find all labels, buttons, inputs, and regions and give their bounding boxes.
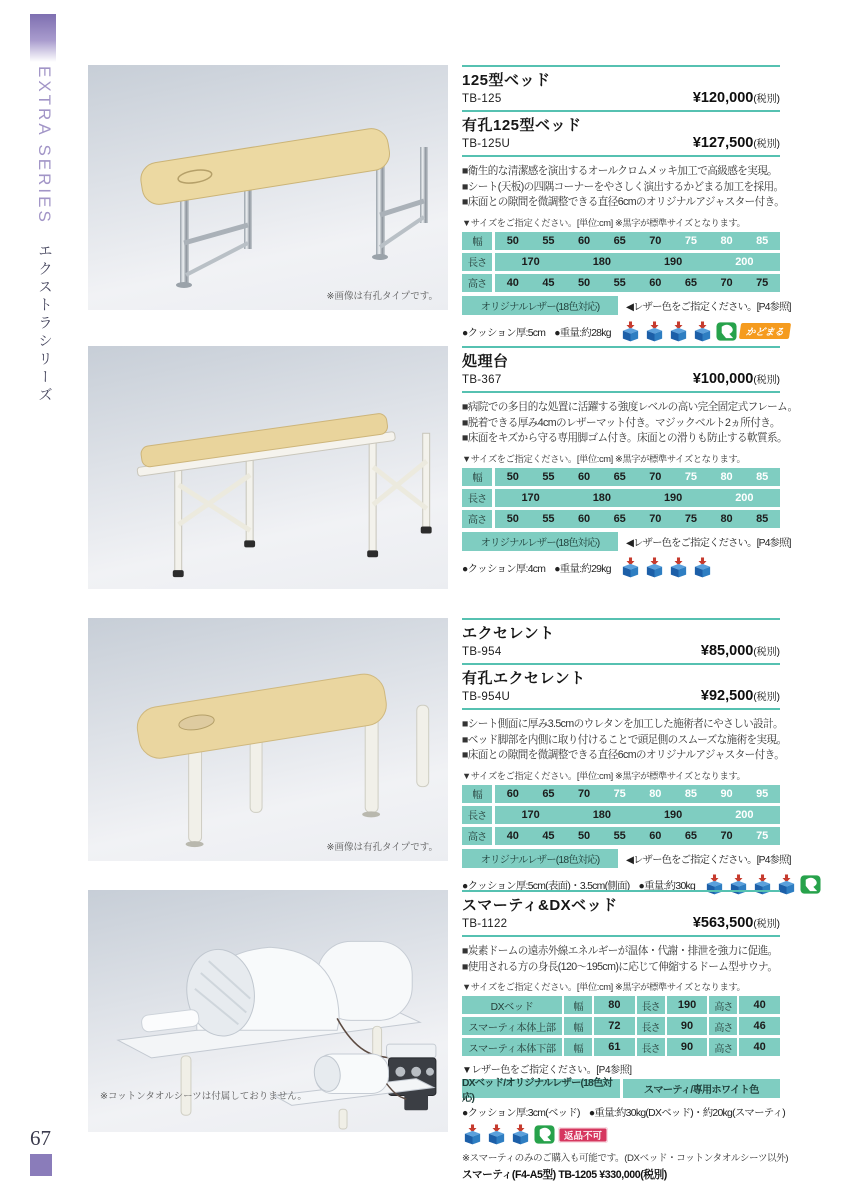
product-info [462, 65, 791, 342]
size-note: ▼サイズをご指定ください。[単位:cm] ※黒字が標準サイズとなります。 [462, 770, 746, 781]
size-row-values [495, 468, 780, 486]
size-cell: 50 [577, 276, 591, 289]
product-info [462, 346, 798, 589]
cube-mark-icon [644, 557, 665, 578]
size-table [462, 996, 780, 1056]
product-header [462, 618, 780, 665]
spec-dim-label: 高さ [709, 1038, 737, 1056]
size-cell: 180 [592, 491, 612, 504]
size-table-row [462, 489, 780, 507]
color-option-bar: スマーティ/専用ホワイト色 [623, 1079, 781, 1098]
size-row-values [495, 785, 780, 803]
spec-table-row [462, 1017, 780, 1035]
spec-item: ●クッション厚:5cm(表面)・3.5cm(側面) [462, 880, 630, 892]
size-cell: 65 [684, 829, 698, 842]
product-section [88, 890, 789, 1182]
size-cell: 85 [756, 470, 769, 483]
size-row-values [495, 489, 780, 507]
feature-bullet: ■床面との隙間を微調整できる直径6cmのオリジナルアジャスター付き。 [462, 749, 785, 762]
size-cell: 55 [542, 470, 555, 483]
feature-bullet: ■シート側面に厚み3.5cmのウレタンを加工した施術者にやさしい設計。 [462, 718, 784, 730]
cube-mark-icon [510, 1124, 531, 1145]
product-name: エクセレント [462, 625, 555, 642]
spec-item: ●重量:約28kg [554, 327, 611, 339]
product-header [462, 890, 780, 937]
feature-bullets [462, 164, 785, 211]
size-table-row [462, 827, 780, 845]
color-option-bars [462, 1077, 780, 1104]
size-cell: 85 [756, 234, 769, 247]
size-cell: 65 [684, 276, 698, 289]
size-cell: 95 [756, 787, 769, 800]
product-header [462, 112, 780, 157]
size-table-row [462, 253, 780, 271]
size-cell: 200 [735, 808, 754, 821]
leather-row [462, 296, 791, 315]
green-mark-icon [800, 874, 821, 895]
leather-row [462, 849, 791, 868]
size-cell: 85 [756, 512, 769, 525]
size-cell: 40 [506, 276, 519, 289]
model-price-row [462, 135, 780, 151]
size-row-values [495, 510, 780, 528]
product-model: TB-125 [462, 93, 502, 105]
spec-table-row [462, 1038, 780, 1056]
series-title-ja: エクストラシリーズ [36, 242, 52, 405]
product-model: TB-954 [462, 646, 502, 658]
size-note: ▼サイズをご指定ください。[単位:cm] ※黒字が標準サイズとなります。 [462, 982, 746, 993]
size-cell: 90 [720, 787, 733, 800]
spec-item: ●重量:約30kg [638, 880, 696, 892]
spec-row-label: スマーティ本体上部 [462, 1017, 562, 1035]
model-price-row [462, 371, 780, 387]
size-cell: 85 [684, 787, 698, 800]
feature-bullet: ■使用される方の身長(120〜195cm)に応じて伸縮するドーム型サウナ。 [462, 960, 778, 973]
footnote: ※スマーティのみのご購入も可能です。(DXベッド・コットンタオルシーツ以外) [462, 1153, 789, 1165]
cube-mark-icon [692, 557, 713, 578]
spec-item: ●クッション厚:4cm [462, 563, 546, 575]
leather-color-bar: オリジナルレザー(18色対応) [462, 532, 618, 551]
size-cell: 45 [542, 829, 555, 842]
feature-bullet: ■床面をキズから守る専用脚ゴム付き。床面との滑りも防止する軟質系。 [462, 432, 787, 445]
size-cell: 200 [735, 491, 754, 504]
leather-color-bar: オリジナルレザー(18色対応) [462, 296, 618, 315]
spec-line [462, 557, 780, 578]
feature-bullet: ■病院での多目的な処置に活躍する強度レベルの高い完全固定式フレーム。 [462, 401, 798, 413]
product-info [462, 618, 791, 895]
spec-line [462, 321, 785, 342]
feature-bullet: ■シート(天板)の四隅コーナーをやさしく演出するかどまる加工を採用。 [462, 180, 784, 193]
size-row-label: 幅 [462, 232, 492, 250]
size-cell: 80 [720, 470, 733, 483]
size-row-label: 高さ [462, 274, 492, 292]
size-table-row [462, 274, 780, 292]
size-table-row [462, 468, 780, 486]
product-name: 有孔125型ベッド [462, 117, 582, 134]
spec-item: ●クッション厚:5cm [462, 327, 546, 339]
product-photo [88, 890, 448, 1132]
product-photo [88, 65, 448, 310]
size-cell: 75 [756, 829, 769, 842]
size-row-values [495, 253, 780, 271]
size-cell: 50 [506, 234, 519, 247]
cube-mark-icon [620, 321, 641, 342]
product-name: 有孔エクセレント [462, 670, 586, 687]
leather-note: ◀レザー色をご指定ください。[P4参照] [626, 537, 791, 549]
spec-line [462, 1104, 786, 1120]
product-header [462, 65, 780, 112]
green-mark-icon [534, 1124, 555, 1145]
size-cell: 65 [613, 234, 626, 247]
model-price-row [462, 90, 780, 106]
size-cell: 80 [720, 512, 733, 525]
size-cell: 75 [684, 234, 698, 247]
size-cell: 70 [649, 234, 662, 247]
size-row-label: 長さ [462, 806, 492, 824]
size-row-values [495, 806, 780, 824]
size-cell: 60 [649, 276, 662, 289]
feature-icons [462, 1124, 780, 1145]
size-row-label: 幅 [462, 468, 492, 486]
spec-dim-value: 90 [667, 1038, 708, 1056]
spec-dim-label: 長さ [637, 996, 665, 1014]
size-cell: 55 [613, 829, 626, 842]
size-cell: 65 [542, 787, 555, 800]
size-row-label: 長さ [462, 253, 492, 271]
feature-bullet: ■炭素ドームの遠赤外線エネルギーが温体・代謝・排泄を強力に促進。 [462, 945, 778, 957]
size-cell: 60 [577, 512, 591, 525]
tax-note: (税別) [753, 94, 780, 105]
size-cell: 180 [592, 808, 612, 821]
table-illustration [88, 346, 448, 589]
cube-mark-icon [644, 321, 665, 342]
tax-note: (税別) [753, 139, 780, 150]
size-cell: 50 [506, 470, 519, 483]
size-cell: 190 [663, 808, 683, 821]
size-cell: 40 [506, 829, 519, 842]
spec-dim-value: 40 [739, 1038, 780, 1056]
size-cell: 180 [592, 255, 612, 268]
size-row-label: 長さ [462, 489, 492, 507]
size-cell: 60 [577, 234, 591, 247]
product-name: 処理台 [462, 353, 509, 370]
size-cell: 55 [542, 234, 555, 247]
size-cell: 80 [649, 787, 662, 800]
product-price: ¥563,500(税別) [692, 915, 780, 931]
product-price: ¥85,000(税別) [700, 643, 780, 659]
spec-item: ●重量:約29kg [554, 563, 611, 575]
product-header [462, 346, 780, 393]
size-cell: 70 [577, 787, 591, 800]
size-row-values [495, 232, 780, 250]
size-cell: 75 [684, 512, 698, 525]
feature-bullets [462, 400, 798, 447]
spec-dim-label: 幅 [564, 1038, 592, 1056]
size-cell: 190 [663, 491, 683, 504]
size-row-values [495, 274, 780, 292]
photo-caption: ※コットンタオルシーツは付属しておりません。 [100, 1091, 307, 1102]
cube-mark-icon [668, 321, 689, 342]
spec-dim-value: 46 [739, 1017, 780, 1035]
size-cell: 60 [506, 787, 519, 800]
size-cell: 70 [720, 829, 733, 842]
product-model: TB-367 [462, 374, 502, 386]
size-cell: 75 [684, 470, 698, 483]
spec-dim-value: 72 [594, 1017, 635, 1035]
page-number-marker [30, 1154, 52, 1176]
size-cell: 60 [649, 829, 662, 842]
spec-table-row [462, 996, 780, 1014]
size-table-row [462, 806, 780, 824]
product-name: スマーティ&DXベッド [462, 897, 618, 914]
size-table-row [462, 232, 780, 250]
cube-mark-icon [692, 321, 713, 342]
size-cell: 75 [613, 787, 626, 800]
size-row-values [495, 827, 780, 845]
leather-color-bar: オリジナルレザー(18色対応) [462, 849, 618, 868]
size-row-label: 高さ [462, 827, 492, 845]
product-price: ¥120,000(税別) [692, 90, 780, 106]
spec-row-label: スマーティ本体下部 [462, 1038, 562, 1056]
spec-dim-label: 幅 [564, 996, 592, 1014]
size-row-label: 高さ [462, 510, 492, 528]
spec-dim-label: 高さ [709, 1017, 737, 1035]
size-note: ▼サイズをご指定ください。[単位:cm] ※黒字が標準サイズとなります。 [462, 453, 746, 464]
spec-dim-value: 90 [667, 1017, 708, 1035]
size-cell: 170 [521, 255, 540, 268]
feature-bullet: ■衛生的な清潔感を演出するオールクロムメッキ加工で高級感を実現。 [462, 165, 778, 177]
size-cell: 55 [613, 276, 626, 289]
product-model: TB-125U [462, 138, 511, 150]
product-header [462, 665, 780, 710]
tax-note: (税別) [753, 647, 780, 658]
size-cell: 190 [663, 255, 683, 268]
size-cell: 200 [735, 255, 754, 268]
product-section [88, 346, 798, 589]
size-cell: 50 [506, 512, 519, 525]
tax-note: (税別) [753, 375, 780, 386]
size-cell: 80 [720, 234, 733, 247]
leather-note: ◀レザー色をご指定ください。[P4参照] [626, 854, 791, 866]
size-cell: 60 [577, 470, 591, 483]
product-photo [88, 346, 448, 589]
spec-dim-label: 長さ [637, 1017, 665, 1035]
size-cell: 65 [613, 512, 626, 525]
model-price-row [462, 915, 780, 931]
product-model: TB-1122 [462, 918, 508, 930]
feature-bullets [462, 944, 780, 975]
size-table [462, 468, 780, 528]
green-mark-icon [716, 321, 737, 342]
spec-dim-label: 長さ [637, 1038, 665, 1056]
spec-dim-value: 80 [594, 996, 635, 1014]
size-cell: 170 [521, 808, 540, 821]
product-price: ¥127,500(税別) [692, 135, 780, 151]
size-cell: 75 [756, 276, 769, 289]
leather-note: ◀レザー色をご指定ください。[P4参照] [626, 301, 791, 313]
tax-note: (税別) [753, 919, 780, 930]
feature-icons [620, 321, 790, 342]
cube-mark-icon [668, 557, 689, 578]
page-number: 67 [30, 1126, 51, 1150]
product-info [462, 890, 789, 1182]
product-photo [88, 618, 448, 861]
series-color-bar [30, 14, 56, 62]
spec-dim-label: 高さ [709, 996, 737, 1014]
footnotes [462, 1152, 789, 1182]
bed-illustration [88, 65, 448, 310]
footnote: スマーティ(F4-A5型) TB-1205 ¥330,000(税別) [462, 1169, 667, 1182]
spec-item: ●重量:約30kg(DXベッド)・約20kg(スマーティ) [588, 1108, 786, 1120]
cube-mark-icon [462, 1124, 483, 1145]
size-cell: 70 [720, 276, 733, 289]
product-price: ¥92,500(税別) [700, 688, 780, 704]
size-cell: 170 [521, 491, 540, 504]
feature-bullet: ■脱着できる厚み4cmのレザーマット付き。マジックベルト2ヵ所付き。 [462, 416, 780, 429]
product-model: TB-954U [462, 691, 511, 703]
leather-note: ▼レザー色をご指定ください。[P4参照] [462, 1065, 632, 1077]
feature-bullet: ■ベッド脚部を内側に取り付けることで頭足側のスムーズな施術を実現。 [462, 733, 787, 746]
size-cell: 70 [649, 470, 662, 483]
bed-illustration [88, 618, 448, 861]
spec-dim-label: 幅 [564, 1017, 592, 1035]
product-price: ¥100,000(税別) [692, 371, 780, 387]
tax-note: (税別) [753, 692, 780, 703]
size-cell: 70 [649, 512, 662, 525]
feature-bullets [462, 717, 787, 764]
feature-bullet: ■床面との隙間を微調整できる直径6cmのオリジナルアジャスター付き。 [462, 196, 785, 209]
size-cell: 50 [577, 829, 591, 842]
spec-dim-value: 40 [739, 996, 780, 1014]
size-cell: 45 [542, 276, 555, 289]
product-section [88, 65, 791, 342]
leather-row [462, 532, 791, 551]
size-cell: 65 [613, 470, 626, 483]
series-title-en: EXTRA SERIES [35, 66, 54, 225]
product-section [88, 618, 791, 895]
model-price-row [462, 688, 780, 704]
series-title [31, 66, 57, 405]
model-price-row [462, 643, 780, 659]
cube-mark-icon [620, 557, 641, 578]
size-note: ▼サイズをご指定ください。[単位:cm] ※黒字が標準サイズとなります。 [462, 217, 746, 228]
size-table-row [462, 785, 780, 803]
kadomaru-badge: かどまる [739, 323, 791, 339]
spec-dim-value: 190 [667, 996, 708, 1014]
size-table [462, 785, 780, 845]
no-return-badge: 返品不可 [558, 1127, 608, 1143]
spec-dim-value: 61 [594, 1038, 635, 1056]
size-row-label: 幅 [462, 785, 492, 803]
color-option-bar: DXベッド/オリジナルレザー(18色対応) [462, 1079, 620, 1098]
photo-caption: ※画像は有孔タイプです。 [326, 291, 438, 302]
photo-caption: ※画像は有孔タイプです。 [326, 842, 438, 853]
size-table-row [462, 510, 780, 528]
spec-row-label: DXベッド [462, 996, 562, 1014]
size-cell: 55 [542, 512, 555, 525]
cube-mark-icon [486, 1124, 507, 1145]
size-table [462, 232, 780, 292]
feature-icons [620, 557, 713, 578]
product-name: 125型ベッド [462, 72, 551, 89]
spec-item: ●クッション厚:3cm(ベッド) [462, 1108, 580, 1120]
